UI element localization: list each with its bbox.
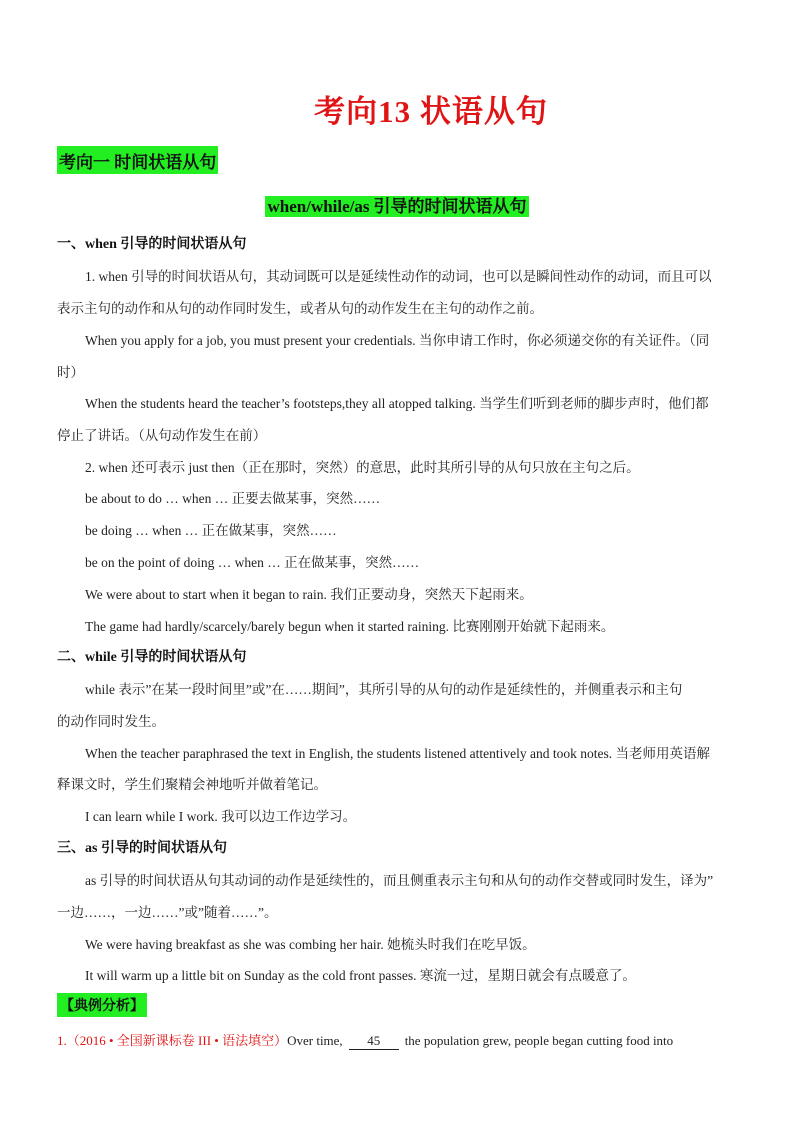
part3-para-line2: 一边……，一边……”或”随着……”。: [57, 905, 278, 920]
part2-heading: 二、while 引导的时间状语从句: [57, 650, 247, 665]
part3-example2: It will warm up a little bit on Sunday as the cold front passes. 寒流一过，星期日就会有点暖意了。: [85, 968, 636, 983]
part3-para-line1: as 引导的时间状语从句其动词的动作是延续性的，而且侧重表示主句和从句的动作交替或同时发生，译为”: [85, 873, 714, 888]
part1-example4: The game had hardly/scarcely/barely begun when it started raining. 比赛刚刚开始就下起雨来。: [85, 619, 615, 634]
subtitle: [0, 192, 794, 217]
part2-example2: I can learn while I work. 我可以边工作边学习。: [85, 809, 357, 824]
part1-para1-line1: 1. when 引导的时间状语从句，其动词既可以是延续性动作的动词，也可以是瞬间性动作的动词，而且可以: [85, 269, 712, 284]
example-analysis-label: 【典例分析】: [57, 993, 147, 1017]
part1-example3: We were about to start when it began to rain. 我们正要动身，突然天下起雨来。: [85, 587, 533, 602]
part1-example2-line2: 停止了讲话。（从句动作发生在前）: [57, 428, 267, 443]
section-heading: 考向一 时间状语从句: [57, 146, 218, 174]
page-title: 考向13 状语从句: [314, 94, 548, 129]
question-text-before: Over time,: [287, 1033, 343, 1048]
part2-example1-line2: 释课文时，学生们聚精会神地听并做着笔记。: [57, 777, 327, 792]
part1-phrase1: be about to do … when … 正要去做某事，突然……: [85, 491, 381, 506]
part3-heading: 三、as 引导的时间状语从句: [57, 841, 227, 856]
question-1: [57, 1030, 673, 1050]
answer-blank: 45: [349, 1033, 399, 1050]
part1-para1-line2: 表示主句的动作和从句的动作同时发生，或者从句的动作发生在主句的动作之前。: [57, 301, 543, 316]
part1-para2: 2. when 还可表示 just then（正在那时，突然）的意思，此时其所引导的从句只放在主句之后。: [85, 460, 640, 475]
question-source: （2016 • 全国新课标卷 III • 语法填空）: [66, 1033, 288, 1048]
part1-example2-line1: When the students heard the teacher’s footsteps,they all atopped talking. 当学生们听到老师的脚步声时，他们都: [85, 396, 709, 411]
question-number: 1.: [57, 1033, 67, 1048]
part2-para-line1: while 表示”在某一段时间里”或”在……期间”，其所引导的从句的动作是延续性的，并侧重表示和主句: [85, 682, 683, 697]
question-text-after: the population grew, people began cutting food into: [404, 1033, 674, 1048]
part1-phrase2: be doing … when … 正在做某事，突然……: [85, 523, 337, 538]
part2-example1-line1: When the teacher paraphrased the text in English, the students listened attentively and took notes. 当老师用英语解: [85, 746, 710, 761]
part1-example1-line2: 时）: [57, 365, 84, 380]
part3-example1: We were having breakfast as she was combing her hair. 她梳头时我们在吃早饭。: [85, 937, 536, 952]
part1-heading: 一、when 引导的时间状语从句: [57, 237, 247, 252]
subtitle-keywords: when/while/as: [267, 197, 370, 216]
part2-para-line2: 的动作同时发生。: [57, 714, 165, 729]
part1-example1-line1: When you apply for a job, you must present your credentials. 当你申请工作时，你必须递交你的有关证件。（同: [85, 333, 710, 348]
part1-phrase3: be on the point of doing … when … 正在做某事，突然……: [85, 555, 420, 570]
subtitle-text: 引导的时间状语从句: [373, 197, 527, 216]
